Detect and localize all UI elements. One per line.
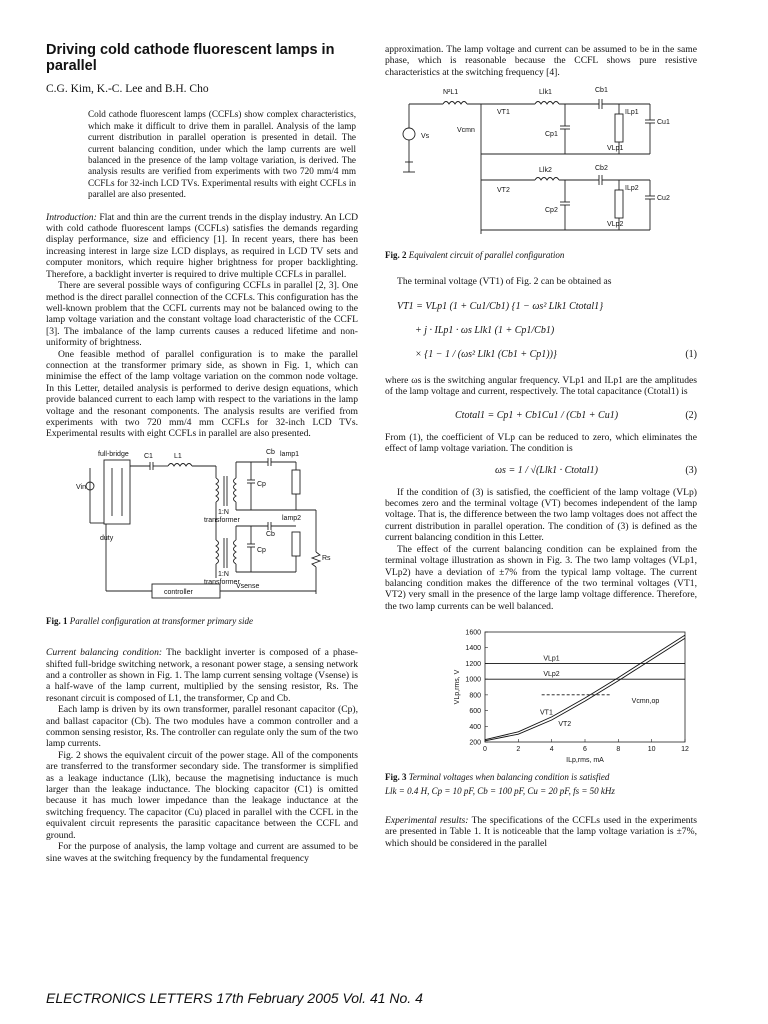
from-paragraph: From (1), the coefficient of VLp can be reduced to zero, which eliminates the effect of lamp voltage variation. The condition is [385,431,697,455]
fig3-x-tick-label: 4 [549,746,554,754]
journal-footer: ELECTRONICS LETTERS 17th February 2005 Vol. 41 No. 4 [46,990,423,1006]
fig2-label-cb1: Cb1 [595,87,608,95]
fig2-label-cu1: Cu1 [657,119,670,127]
fig3-x-tick-label: 6 [583,746,587,754]
equation-2 [385,398,697,432]
fig3-series-label: VT1 [540,709,553,717]
fig2-label-cb2: Cb2 [595,165,608,173]
fig2-label-cu2: Cu2 [657,195,670,203]
equation-3-body: ωs = 1 / √(Llk1 · Ctotal1) [495,464,598,476]
figure-1 [46,448,358,610]
if-condition-paragraph: If the condition of (3) is satisfied, the coefficient of the lamp voltage (VLp) becomes zero and the terminal voltage (VT) becomes independent of the lamp voltage. That is, the difference between the two lamp voltages does not affect the current distribution in parallel operation. The condition of (3) is defined as the current balancing condition in this Letter. [385,486,697,544]
fig3-series-vt2 [485,638,685,741]
fig1-label-ratio2: 1:N [218,570,229,578]
intro-paragraph-2: There are several possible ways of configuring CCFLs in parallel [2, 3]. One method is the direct parallel connection of the CCFLs. This configuration has the well-known problem that the CCFL currents may not be balanced owing to the lamp voltage variation and the constant voltage load characteristic of the CCFL [3]. The imbalance of the lamp currents causes a reduced lifetime and non-uniformity of brightness. [46,280,358,349]
fig3-parameters: Llk = 0.4 H, Cp = 10 pF, Cb = 100 pF, Cu = 20 pF, fs = 50 kHz [385,785,615,796]
fig2-label-llk1: Llk1 [539,89,552,97]
fig3-series-label: Vcmn,op [631,697,660,705]
fig1-label-transformer1: transformer [204,516,240,524]
fig3-x-tick-label: 8 [616,746,621,754]
equation-3 [385,455,697,487]
fig2-label-vlp2: VLp2 [607,221,624,229]
fig3-plot-frame [485,632,685,742]
fig3-y-tick-label: 400 [469,723,481,731]
equation-3-number: (3) [685,464,697,476]
fig3-x-axis-label: ILp,rms, mA [566,757,604,765]
fig1-label-l1: L1 [174,452,182,460]
fig3-series-label: VLp2 [543,671,560,679]
current-balancing-paragraph-3: Fig. 2 shows the equivalent circuit of the power stage. All of the components are transferred to the transformer secondary side. The transformer is simplified as a leakage inductance (Llk), because the magnetising inductance is much larger than the leakage inductance. The blocking capacitor (C1) is omitted because it has much lower impedance than the leakage inductance at the switching frequency. The capacitor (Cu) placed in parallel with the CCFL in the equivalent circuit represents the parasitic capacitance between the CCFL and ground. [46,749,358,841]
fig2-label-llk2: Llk2 [539,167,552,175]
fig1-label-transformer2: transformer [204,578,240,586]
fig3-x-tick-label: 2 [516,746,521,754]
fig3-x-tick-label: 10 [647,746,656,754]
abstract: Cold cathode fluorescent lamps (CCFLs) show complex characteristics, which make it difficult to drive them in parallel. Analysis of the lamp current distribution in parallel operation is presented in detail. The current balancing condition, under which the lamp currents are well balanced in the presence of the lamp voltage variation, is derived. The analysis results are verified from experiments with two 720 mm/4 mm CCFLs for 32-inch LCD TVs. Experimental results with eight CCFLs in parallel are also presented. [88,109,356,200]
article-title: Driving cold cathode fluorescent lamps in parallel [46,42,335,74]
equation-2-number: (2) [685,409,697,421]
fig2-label-vs: Vs [421,133,430,141]
fig3-chart [385,626,697,766]
equation-1-line-1: VT1 = VLp1 (1 + Cu1/Cb1) {1 − ωs² Llk1 Ctotal1} [397,301,604,313]
fig1-label-rs: Rs [322,554,331,562]
equation-1 [385,287,697,367]
fig2-label-ilp2: ILp2 [625,185,639,193]
fig3-y-tick-label: 600 [469,708,481,716]
fig1-label-vin: Vin [76,483,86,491]
fig3-y-tick-label: 1400 [465,645,481,653]
fig1-label-cp2: Cp [257,546,266,554]
fig1-label-cb1: Cb [266,448,275,456]
fig2-caption: Fig. 2 Equivalent circuit of parallel configuration [385,250,565,261]
fig3-y-tick-label: 200 [469,739,481,747]
intro-heading: Introduction: [46,211,97,223]
fig1-label-lamp2: lamp2 [282,514,302,522]
fig2-label-n2l1: N²L1 [443,89,459,97]
equation-1-number: (1) [685,349,697,361]
fig1-label-c1: C1 [144,452,153,460]
fig3-series-label: VT2 [558,721,572,729]
fig2-label-cp2: Cp2 [545,207,558,215]
fig1-label-lamp1: lamp1 [280,450,300,458]
fig2-label-vt2: VT2 [497,187,510,195]
effect-paragraph: The effect of the current balancing condition can be explained from the terminal voltage illustration as shown in Fig. 3. The two lamp voltages (VLp1, VLp2) have a deviation of ±7% from the typical lamp voltage. The current balancing condition makes the difference of the two terminal voltages (VT1, VT2) very small in the presence of the large lamp voltage difference. Therefore, the two lamp currents can be well balanced. [385,543,697,612]
figure-2 [385,84,697,244]
fig3-x-tick-label: 0 [483,746,487,754]
experimental-paragraph: Experimental results: The specifications of the CCFLs used in the experiments are presented in Table 1. It is noticeable that the lamp voltage variation is ±7%, which should be considered in the parallel [385,814,697,849]
fig1-label-vsense: Vsense [236,582,260,590]
figure-3 [385,626,697,766]
fig1-label-full-bridge: full-bridge [98,450,129,458]
terminal-voltage-paragraph: The terminal voltage (VT1) of Fig. 2 can be obtained as [397,275,612,287]
where-paragraph: where ωs is the switching angular frequency. VLp1 and ILp1 are the amplitudes of the lamp voltage and current, respectively. The total capacitance (Ctotal1) is [385,375,697,398]
current-balancing-paragraph-1: Current balancing condition: The backlight inverter is composed of a phase-shifted full-bridge switching network, a resonant power stage, a sensing network and a controller as shown in Fig. 1. The lamp current sensing voltage (Vsense) is a half-wave of the lamp current, multiplied by the sensing resistor, Rs. The resonant circuit is composed of L1, the transformer, Cp and Cb. [46,647,358,704]
intro-paragraph-1: Introduction: Flat and thin are the current trends in the display industry. An LCD with cold cathode fluorescent lamps (CCFLs) satisfies the demands regarding display performance, size and efficiency [1]. In recent years, there has been increasing interest in large size LCD displays, as required in LCD TV sets and computer monitors, which require higher brightness for proper backlighting. Therefore, a backlight inverter is required to drive multiple CCFLs in parallel. [46,211,359,280]
fig1-label-duty: duty [100,534,114,542]
equation-2-body: Ctotal1 = Cp1 + Cb1Cu1 / (Cb1 + Cu1) [455,409,619,421]
fig2-label-ilp1: ILp1 [625,109,639,117]
current-balancing-paragraph-4: For the purpose of analysis, the lamp voltage and current are assumed to be sine waves at the switching frequency by the fundamental frequency [46,841,358,864]
current-balancing-heading: Current balancing condition: [46,647,163,659]
experimental-heading: Experimental results: [385,814,469,826]
fig1-label-cp1: Cp [257,480,266,488]
fig3-y-tick-label: 1000 [465,676,481,684]
fig2-circuit-diagram [385,84,697,244]
equation-1-line-3: × {1 − 1 / (ωs² Llk1 (Cb1 + Cp1))} [415,349,557,361]
fig1-caption: Fig. 1 Parallel configuration at transformer primary side [46,615,253,626]
approximation-paragraph: approximation. The lamp voltage and current can be assumed to be in the same phase, which is reasonable because the CCFL shows pure resistive characteristics at the switching frequency [4]. [385,44,697,78]
fig3-series-vt1 [485,635,685,740]
fig2-label-vlp1: VLp1 [607,145,624,153]
fig3-y-axis-label: VLp,rms, V [454,669,461,705]
left-column [46,42,358,864]
article-authors: C.G. Kim, K.-C. Lee and B.H. Cho [46,83,209,95]
fig3-series-label: VLp1 [543,655,560,663]
fig1-label-ratio1: 1:N [218,508,229,516]
fig1-label-controller: controller [164,588,193,596]
current-balancing-paragraph-2: Each lamp is driven by its own transformer, parallel resonant capacitor (Cp), and ballast capacitor (Cb). The two modules have a common controller and a common sensing resistor, Rs. The controller can regulate only the sum of the two lamp currents. [46,704,358,750]
right-column [385,44,697,849]
fig2-label-vt1: VT1 [497,109,510,117]
fig3-caption: Fig. 3 Terminal voltages when balancing condition is satisfied [385,772,610,783]
fig3-y-tick-label: 1200 [465,661,481,669]
intro-paragraph-3: One feasible method of parallel configuration is to make the parallel connection at the transformer primary side, as shown in Fig. 1, which can minimise the effect of the lamp voltage variation on the common node voltage. In this Letter, detailed analysis is performed to derive design equations, which provide balanced current to each lamp with respect to the variations in the lamp voltage and the resonant components. The analysis results are verified from experiments with two 720 mm/4 mm CCFLs for 32-inch LCD TVs. Experimental results with eight CCFLs in parallel are also presented. [46,348,358,440]
fig3-x-tick-label: 12 [681,746,689,754]
fig3-y-tick-label: 1600 [465,629,481,637]
fig2-label-cp1: Cp1 [545,131,558,139]
fig1-circuit-diagram [46,448,358,610]
fig3-y-tick-label: 800 [469,692,481,700]
equation-1-line-2: + j · ILp1 · ωs Llk1 (1 + Cp1/Cb1) [415,325,555,337]
fig1-label-cb2: Cb [266,530,275,538]
fig2-label-vcmn: Vcmn [457,127,475,135]
